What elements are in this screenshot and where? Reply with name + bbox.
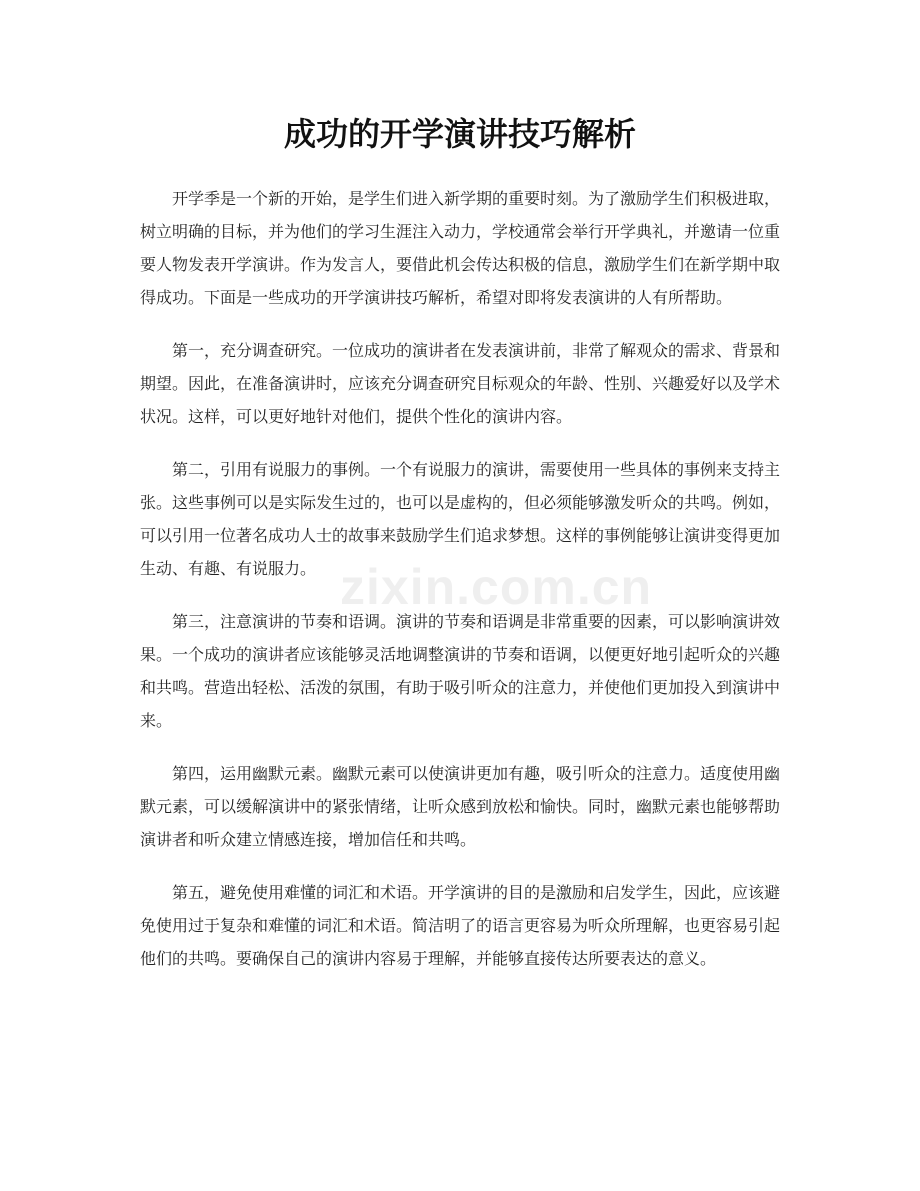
watermark: zixin.com.cn bbox=[340, 559, 653, 615]
paragraph-first: 第一，充分调查研究。一位成功的演讲者在发表演讲前，非常了解观众的需求、背景和期望。因此，在准备演讲时，应该充分调查研究目标观众的年龄、性别、兴趣爱好以及学术状况。这样，可以更好地针对他们，提供个性化的演讲内容。 bbox=[140, 341, 781, 426]
paragraph-fifth: 第五，避免使用难懂的词汇和术语。开学演讲的目的是激励和启发学生，因此，应该避免使用过于复杂和难懂的词汇和术语。简洁明了的语言更容易为听众所理解，也更容易引起他们的共鸣。要确保自己的演讲内容易于理解，并能够直接传达所要表达的意义。 bbox=[140, 883, 781, 968]
document-body bbox=[140, 182, 780, 995]
paragraph-fourth: 第四，运用幽默元素。幽默元素可以使演讲更加有趣，吸引听众的注意力。适度使用幽默元素，可以缓解演讲中的紧张情绪，让听众感到放松和愉快。同时，幽默元素也能够帮助演讲者和听众建立情感连接，增加信任和共鸣。 bbox=[140, 764, 781, 849]
document-title: 成功的开学演讲技巧解析 bbox=[283, 115, 636, 153]
paragraph-second: 第二，引用有说服力的事例。一个有说服力的演讲，需要使用一些具体的事例来支持主张。这些事例可以是实际发生过的，也可以是虚构的，但必须能够激发听众的共鸣。例如，可以引用一位著名成功人士的故事来鼓励学生们追求梦想。这样的事例能够让演讲变得更加生动、有趣、有说服力。 bbox=[140, 460, 781, 578]
paragraph-third: 第三，注意演讲的节奏和语调。演讲的节奏和语调是非常重要的因素，可以影响演讲效果。一个成功的演讲者应该能够灵活地调整演讲的节奏和语调，以便更好地引起听众的兴趣和共鸣。营造出轻松、活泼的氛围，有助于吸引听众的注意力，并使他们更加投入到演讲中来。 bbox=[140, 612, 781, 730]
paragraph-intro: 开学季是一个新的开始，是学生们进入新学期的重要时刻。为了激励学生们积极进取，树立明确的目标，并为他们的学习生涯注入动力，学校通常会举行开学典礼，并邀请一位重要人物发表开学演讲。作为发言人，要借此机会传达积极的信息，激励学生们在新学期中取得成功。下面是一些成功的开学演讲技巧解析，希望对即将发表演讲的人有所帮助。 bbox=[140, 189, 781, 307]
